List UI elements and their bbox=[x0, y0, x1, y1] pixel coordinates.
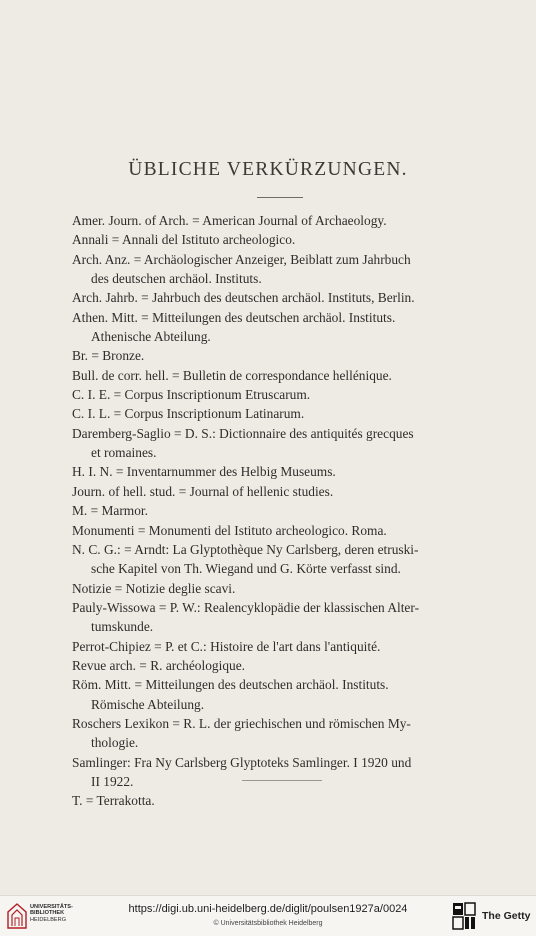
abbreviation-entry bbox=[72, 753, 490, 792]
abbreviation-text: Monumenti = Monumenti del Istituto archeologico. Roma. bbox=[72, 522, 387, 538]
abbreviation-text: Arch. Anz. = Archäologischer Anzeiger, Beiblatt zum Jahrbuch bbox=[72, 251, 411, 267]
abbreviation-text: Pauly-Wissowa = P. W.: Realencyklopädie der klassischen Alter- bbox=[72, 599, 420, 615]
abbreviation-entry bbox=[72, 424, 490, 463]
abbreviation-text: N. C. G.: = Arndt: La Glyptothèque Ny Carlsberg, deren etruski- bbox=[72, 541, 419, 557]
abbreviation-continuation: Athenische Abteilung. bbox=[91, 329, 211, 345]
abbreviation-continuation: et romaines. bbox=[91, 445, 157, 461]
abbreviation-continuation: thologie. bbox=[91, 735, 139, 751]
abbreviation-entry bbox=[72, 714, 490, 753]
abbreviation-text: Journ. of hell. stud. = Journal of hellenic studies. bbox=[72, 483, 334, 499]
university-library-name: UNIVERSITÄTS- BIBLIOTHEK HEIDELBERG bbox=[30, 904, 73, 923]
abbreviation-text: C. I. E. = Corpus Inscriptionum Etruscarum. bbox=[72, 387, 311, 403]
title-divider bbox=[257, 197, 303, 198]
abbreviation-entry bbox=[72, 250, 490, 289]
abbreviation-text: T. = Terrakotta. bbox=[72, 793, 155, 809]
abbreviation-entry bbox=[72, 385, 490, 404]
abbreviation-entry bbox=[72, 598, 490, 637]
abbreviation-entry bbox=[72, 346, 490, 365]
abbreviation-text: Amer. Journ. of Arch. = American Journal of Archaeology. bbox=[72, 213, 387, 228]
abbreviation-continuation: Römische Abteilung. bbox=[91, 696, 205, 712]
abbreviation-entry bbox=[72, 501, 490, 520]
show-through-text bbox=[88, 60, 508, 73]
abbreviation-entry bbox=[72, 656, 490, 675]
abbreviation-text: Revue arch. = R. archéologique. bbox=[72, 657, 246, 673]
abbreviation-entry bbox=[72, 308, 490, 347]
abbreviation-text: C. I. L. = Corpus Inscriptionum Latinarum. bbox=[72, 406, 305, 422]
abbreviation-text: H. I. N. = Inventarnummer des Helbig Museums. bbox=[72, 464, 336, 480]
abbreviation-entry bbox=[72, 521, 490, 540]
viewer-footer bbox=[0, 895, 536, 936]
abbreviation-list bbox=[72, 211, 490, 811]
abbreviation-text: Arch. Jahrb. = Jahrbuch des deutschen archäol. Instituts, Berlin. bbox=[72, 290, 415, 306]
abbreviation-entry bbox=[72, 637, 490, 656]
abbreviation-entry bbox=[72, 482, 490, 501]
abbreviation-text: Bull. de corr. hell. = Bulletin de correspondance hellénique. bbox=[72, 367, 392, 383]
abbreviation-text: Samlinger: Fra Ny Carlsberg Glyptoteks Samlinger. I 1920 und bbox=[72, 754, 412, 770]
abbreviation-entry bbox=[72, 404, 490, 423]
abbreviation-text: Notizie = Notizie deglie scavi. bbox=[72, 580, 236, 596]
getty-logo-icon bbox=[452, 902, 476, 930]
bottom-divider bbox=[242, 780, 322, 781]
abbreviation-entry bbox=[72, 230, 490, 249]
copyright-notice: © Universitätsbibliothek Heidelberg bbox=[213, 920, 323, 927]
abbreviation-text: M. = Marmor. bbox=[72, 503, 148, 519]
abbreviation-text: Röm. Mitt. = Mitteilungen des deutschen archäol. Instituts. bbox=[72, 677, 389, 693]
document-url-link[interactable]: https://digi.ub.uni-heidelberg.de/diglit/poulsen1927a/0024 bbox=[128, 903, 408, 915]
getty-name: The Getty bbox=[482, 910, 531, 922]
abbreviation-entry bbox=[72, 462, 490, 481]
abbreviation-text: Athen. Mitt. = Mitteilungen des deutschen archäol. Instituts. bbox=[72, 309, 396, 325]
abbreviation-continuation: II 1922. bbox=[91, 773, 134, 789]
abbreviation-text: Daremberg-Saglio = D. S.: Dictionnaire des antiquités grecques bbox=[72, 425, 414, 441]
abbreviation-entry bbox=[72, 579, 490, 598]
abbreviation-entry bbox=[72, 791, 490, 810]
abbreviation-entry bbox=[72, 366, 490, 385]
page-title: ÜBLICHE VERKÜRZUNGEN. bbox=[128, 159, 408, 180]
abbreviation-entry bbox=[72, 211, 490, 230]
abbreviation-text: Roschers Lexikon = R. L. der griechischen und römischen My- bbox=[72, 715, 411, 731]
abbreviation-entry bbox=[72, 540, 490, 579]
abbreviation-entry bbox=[72, 288, 490, 307]
abbreviation-text: Br. = Bronze. bbox=[72, 348, 145, 364]
abbreviation-continuation: tumskunde. bbox=[91, 619, 154, 635]
abbreviation-continuation: des deutschen archäol. Instituts. bbox=[91, 271, 262, 287]
abbreviation-text: Perrot-Chipiez = P. et C.: Histoire de l'art dans l'antiquité. bbox=[72, 638, 381, 654]
abbreviation-entry bbox=[72, 675, 490, 714]
abbreviation-continuation: sche Kapitel von Th. Wiegand und G. Körte verfasst sind. bbox=[91, 561, 401, 577]
abbreviation-text: Annali = Annali del Istituto archeologico. bbox=[72, 232, 296, 248]
